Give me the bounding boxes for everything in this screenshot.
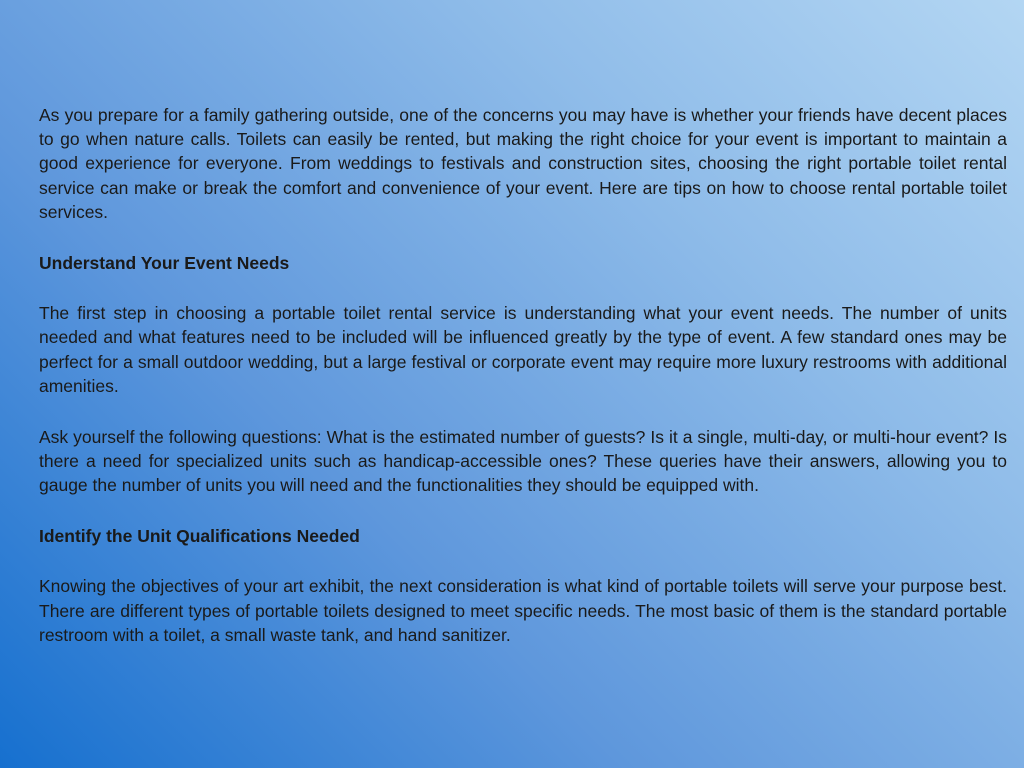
spacer [39, 275, 1007, 302]
spacer [39, 548, 1007, 575]
intro-paragraph: As you prepare for a family gathering outside, one of the concerns you may have is whether your friends have decent places to go when nature calls. Toilets can easily be rented, but making the right choice for your event is important to maintain a good experience for everyone. From weddings to festivals and construction sites, choosing the right portable toilet rental service can make or break the comfort and convenience of your event. Here are tips on how to choose rental portable toilet services. [39, 105, 1007, 222]
spacer [39, 224, 1007, 251]
spacer [39, 398, 1007, 425]
section-heading-event-needs: Understand Your Event Needs [39, 252, 290, 273]
questions-paragraph: Ask yourself the following questions: What is the estimated number of guests? Is it a single, multi-day, or multi-hour event? Is there a need for specialized units such as handicap-accessible ones? These queries have their answers, allowing you to gauge the number of units you will need and the functionalities they should be equipped with. [39, 426, 1007, 495]
spacer [39, 497, 1007, 524]
unit-qualifications-paragraph: Knowing the objectives of your art exhibit, the next consideration is what kind of portable toilets will serve your purpose best. There are different types of portable toilets designed to meet specific needs. The most basic of them is the standard portable restroom with a toilet, a small waste tank, and hand sanitizer. [39, 576, 1007, 645]
slide-content [39, 103, 1007, 647]
event-needs-paragraph: The first step in choosing a portable toilet rental service is understanding what your event needs. The number of units needed and what features need to be included will be influenced greatly by the type of event. A few standard ones may be perfect for a small outdoor wedding, but a large festival or corporate event may require more luxury restrooms with additional amenities. [39, 303, 1007, 396]
section-heading-unit-qualifications: Identify the Unit Qualifications Needed [39, 525, 360, 546]
